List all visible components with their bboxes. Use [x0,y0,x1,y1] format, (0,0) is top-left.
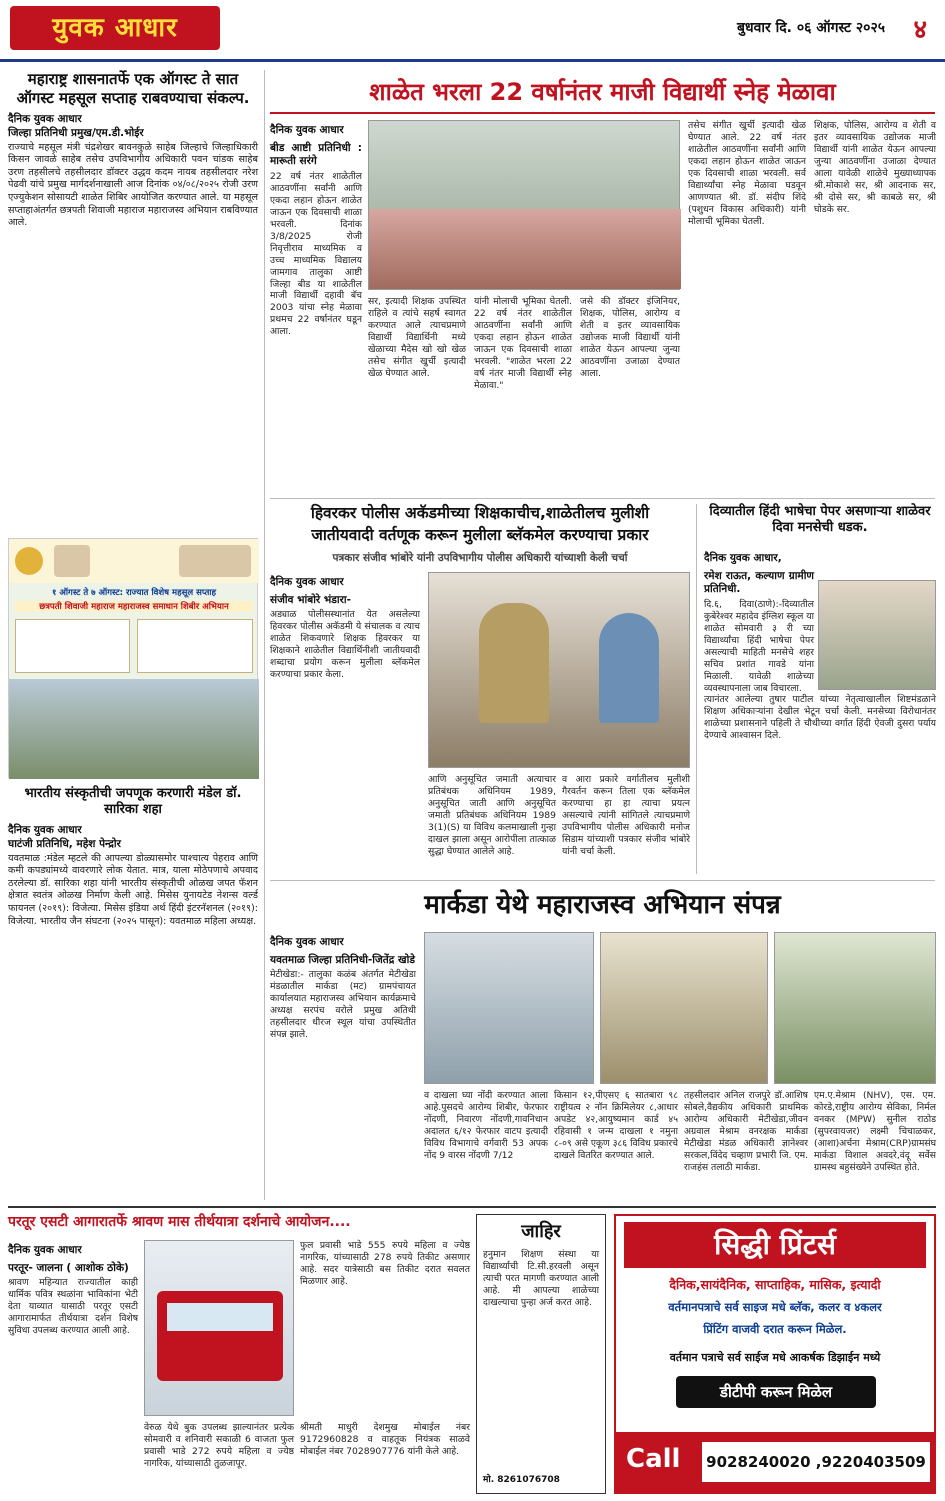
byline-paper: दैनिक युवक आधार [8,823,82,836]
portrait-photo [54,545,90,577]
siddhi-phones: 9028240020 ,9220403509 [702,1442,930,1482]
byline-paper: दैनिक युवक आधार [270,576,344,588]
left-story-byline [8,112,258,140]
reunion-col-6: शिक्षक, पोलिस, आरोग्य व शेती व इतर व्यावसायिक उद्योजक माजी विद्यार्थी यांनी शाळेत येऊन आपल्या जुन्या आठवणींना उजाळा देण्यात आला यावेळी शाळेचे मुख्याध्यापक श्री.मोकाशे सर, श्री आदनाक सर, श्री दोसे सर, श्री काबळे सर, श्री घोडके सर. [814,120,936,215]
banner-line1: १ ऑगस्ट ते ७ ऑगस्ट: राज्यात विशेष महसूल सप्ताह [51,588,217,598]
banner-line2: छत्रपती शिवाजी महाराज महाराजस्व समाधान शिबीर अभियान [15,601,253,612]
markanda-col-2: व दाखला घ्या नोंदी करण्यात आला आहे.पुसदचे आरोग्य शिबीर, फेरफार नोंदणी, निवारण नोंदणी,गावनिधान अदालत ६/१२ फेरफार वाटप इत्यादी विविध विभागाचे वर्गवारी 53 अपक नोंद 9 वारस नोंदणी 7/12 [424,1090,548,1161]
paratur-col-1 [8,1240,138,1494]
banner-list-right [137,619,253,673]
page-number: ४ [913,15,927,45]
markanda-col-3: किसान १२,पीएसए ६ सातबारा ९८ राष्ट्रीयत्व २ नॉन क्रिमिलेयर ८,आधार अपडेट ४२,आयुष्यमान कार्ड ४५ रहिवासी १ जन्म दाखला १ नमुना ८-०९ असे एकूण ३८६ विविध प्रकारचे दाखले वितरित करण्यात आले. [554,1090,678,1161]
jahir-body: हनुमान शिक्षण संस्था या विद्यार्थ्याची टि.सी.हरवली असून त्याची परत मागणी करण्यात आली आहे. मी आपल्या शाळेच्या दाखल्याचा पुन्हा अर्ज करत आहे. [483,1249,599,1308]
siddhi-line5: डीटीपी करून मिळेल [676,1376,876,1408]
police-headline-2: जातीयवादी वर्तणूक करून मुलीला ब्लॅकमेल करण्याचा प्रकार [311,526,649,544]
markanda-col-1 [270,932,416,1190]
byline-paper: दैनिक युवक आधार [8,112,82,125]
hindi-col-1 [704,548,814,694]
byline-paper: दैनिक युवक आधार [270,124,344,136]
banner-header [9,539,259,583]
section-rule [270,498,935,499]
markanda-col-4: तहसीलदार अनिल राजपुरे डॉ.आशिष सोबले,वैद्यकीय अधिकारी प्राथमिक आरोग्य अधिकारी मेटीखेडा,जीवन अग्रवाल मेश्राम वनरक्षक मार्कडा मेटीखेडा मंडळ अधिकारी ज्ञानेश्वर सरकल,विंदेद चव्हाण प्रभारी जि. एम. राजहंस तलाठी मार्कडा. [684,1090,808,1173]
jahir-box [476,1214,606,1494]
banner-list-left [15,619,130,673]
reunion-headline: शाळेत भरला 22 वर्षानंतर माजी विद्यार्थी स्नेह मेळावा [270,70,935,114]
markanda-headline: मार्कडा येथे महाराजस्व अभियान संपन्न [424,890,781,920]
portrait-photo [179,545,251,577]
left-column-lower [8,786,258,1243]
byline-reporter: संजीव भांबोरे भंडारा- [270,593,351,606]
siddhi-line1: दैनिक,सायंदैनिक, साप्ताहिक, मासिक, इत्यादी [669,1277,881,1292]
crowd-photo [9,679,259,779]
reunion-group-photo [368,120,680,290]
jahir-contact: मो. 8261076708 [483,1475,560,1485]
reunion-col-4: जसे की डॉक्टर इंजिनियर, शिक्षक, पोलिस, आरोग्य व शेती व इतर व्यावसायिक उद्योजक माजी विद्यार्थी यांनी शाळेत येऊन आपल्या जुन्या आठवणींना उजाळा देण्यात आला. [580,296,680,379]
byline-reporter: घाटंजी प्रतिनिधि, महेश पेन्द्रोर [8,837,121,850]
paratur-headline: परतूर एसटी आगारातर्फे श्रावण मास तीर्थयात्रा दर्शनाचे आयोजन.... [8,1214,351,1230]
reunion-col-3: यांनी मोलाची भूमिका घेतली. 22 वर्ष नंतर शाळेतील आठवणींना सर्वांनी आणि एकदा लहान होऊन शाळेत जाऊन एक दिवसाची शाळा भरवली. "शाळेत भरला 22 वर्ष नंतर माजी विद्यार्थी स्नेह मेळावा." [474,296,572,391]
byline-reporter: यवतमाळ जिल्हा प्रतिनिधी-जितेंद्र खोडे [270,953,415,966]
sarika-headline: भारतीय संस्कृतीची जपणूक करणारी मंडेल डॉ. सारिका शहा [24,786,242,818]
section-rule [270,880,935,881]
police-headline-1: हिवरकर पोलीस अकॅडमीच्या शिक्षकाचीच,शाळेतीलच मुलीशी [310,504,650,522]
st-bus-photo [144,1240,294,1416]
seal-icon [15,547,43,575]
police-subhead: पत्रकार संजीव भांबोरे यांनी उपविभागीय पोलीस अधिकारी यांच्याशी केली चर्चा [332,552,628,564]
sarika-body: यवतमाळ :मंडेल म्हटले की आपल्या डोळ्यासमोर पाश्चात्य पेहराव आणि कमी कपड्यांमध्ये वावरणारे लोक येतात. मात्र, याला मोठेपणाचे अपवाद ठरलेल्या डॉ. सारिका शहा यांनी भारतीय संस्कृतीची ओळख जपत फॅशन क्षेत्रात स्वतंत्र ओळख निर्माण केली आहे. मिसेस युनायटेड नेशन्स वर्ल्ड फायनल (२०१९): विजेत्या. मिसेस इंडिया अर्थ हिंदी इंटरनॅशनल (२०१९): विजेत्या. भारतीय जैन संघटना (२०२५ पासून): यवतमाळ महिला अध्यक्ष. [8,852,258,927]
siddhi-line3: प्रिंटिंग वाजवी दरात करून मिळेल. [703,1322,847,1336]
section-rule [8,1206,936,1208]
byline-reporter: परतूर- जालना ( आशोक ठोके) [8,1261,129,1274]
police-col-2: आणि अनुसूचित जमाती अत्याचार प्रतिबंधक अधिनियम 1989, अनुसूचित जाती आणि अनुसूचित जमाती प्रतिबंधक अधिनियम 1989 3(1)(S) या विविध कलमाखाली गुन्हा दाखल झाला असून आरोपीला तात्काळ सुद्धा घेण्यात आलेले आहे. [428,774,556,857]
byline-paper: दैनिक युवक आधार [270,936,344,948]
byline-paper: दैनिक युवक आधार, [704,552,782,564]
siddhi-title: सिद्धी प्रिंटर्स [624,1222,926,1268]
hindi-col-2: त्यानंतर आलेल्या तुषार पाटील यांच्या नेतृत्वाखालील शिष्टमंडळाने शिक्षण अधिकाऱ्यांना देखील भेटून चर्चा केली. मनसेच्या विरोधानंतर शाळेच्या प्रशासनाने पहिली ते चौथीच्या वर्गात हिंदी ऐवजी दुसरा पर्याय देण्याचे आश्वासन दिले. [704,694,936,741]
markanda-photo-1 [424,932,594,1084]
siddhi-call-bar [616,1432,934,1492]
byline-reporter: रमेश राऊत, कल्याण ग्रामीण प्रतिनिधी. [704,569,814,596]
markanda-text-1: मेटीखेडा:- तालुका कळंब अंतर्गत मेटीखेडा मंडळातील मार्कडा (मट) ग्रामपंचायत कार्यालयात महाराजस्व अभियान कार्यक्रमाचे अध्यक्ष सरपंच वरोले प्रमुख अतिथी तहसीलदार धीरज स्थूल यांचा उपस्थितीत संपन्न झाले. [270,969,416,1041]
issue-date: बुधवार दि. ०६ ऑगस्ट २०२५ [737,20,885,36]
mns-protest-photo [818,580,936,690]
police-col-1 [270,572,420,872]
revenue-week-banner [8,538,258,778]
siddhi-printers-ad [614,1214,936,1494]
left-story-body: राज्याचे महसूल मंत्री चंद्रशेखर बावनकुळे साहेब जिल्हाचे जिल्हाधिकारी किसन जावळे साहेब तसेच उपविभागीय अधिकारी पवन चांडक साहेब उरण तहसीलचे तहसीलदार डॉक्टर उद्धव कदम नायब तहसीलदार नरेश पेढवी यांचे प्रमुख मार्गदर्शनाखाली आज दिनांक ०४/०८/२०२५ रोजी उरण एज्युकेशन सोसायटी शाळेत शिबिर आयोजित करण्यात आले. या महसूल सप्ताहाअंतर्गत छत्रपती शिवाजी महाराज महाराजस्व अभियान राबविण्यात आले. [8,141,258,229]
sarika-byline [8,823,258,851]
police-text-1: अड्याळ पोलीसस्थानांत येत असलेल्या हिवरकर पोलीस अकॅडमी ये संचालक व त्याच शाळेत शिकवणारे शिक्षक हिवरकर या शिक्षकाने शाळेतील विद्यार्थिनीशी जातीयवादी शब्दाचा प्रयोग करून मुलीला ब्लॅकमेल करण्याचा प्रकार केला. [270,609,420,681]
police-meeting-photo [428,572,690,768]
masthead [0,0,945,62]
reunion-text-1: 22 वर्ष नंतर शाळेतील आठवणींना सर्वांनी आणि एकदा लहान होऊन शाळेत जाऊन एक दिवसाची शाळा भरवली. दिनांक 3/8/2025 रोजी निवृत्तीराव माध्यमिक व उच्च माध्यमिक विद्यालय जामगाव तालुका आष्टी जिल्हा बीड या शाळेतील माजी विद्यार्थी दहावी बॅच 2003 यांचा स्नेह मेळावा प्रथमच 22 वर्षानंतर घडून आला. [270,170,362,338]
siddhi-line4: वर्तमान पत्राचे सर्व साईज मधे आकर्षक डिझाईन मध्ये [669,1351,881,1364]
markanda-photo-2 [600,932,768,1084]
markanda-col-5: एम.ए.मेश्राम (NHV), एस. एम. कोरडे,राष्ट्रीय आरोग्य सेविका, निर्मल वनकर (MPW) सुनील राठोड (सुपरवायजर) लक्ष्मी चिचाळकर,(आशा)अर्चना मेश्राम(CRP)ग्रामसंघ मार्कडा विशाल अवदरे,वंदू सर्वेस ग्रामस्थ बहुसंख्येने उपस्थित होते. [814,1090,936,1173]
left-column [8,70,258,472]
paratur-contact: श्रीमती माधुरी देशमुख मोबाईल नंबर 9172960828 व वाहतूक नियंत्रक साळवे मोबाईल नंबर 7028907776 यांनी केले आहे. [300,1422,470,1457]
brand-logo: युवक आधार [10,6,220,50]
police-col-3: व आरा प्रकारे वर्गातीलच मुलीशी गैरवर्तन करून तिला एक ब्लॅकमेल करण्याचा हा हा त्याचा प्रयत्न असल्याचे त्यांनी सांगितले त्याचप्रमाणे उपविभागीय पोलीस अधिकारी मनोज सिडाम यांच्याशी पत्रकार संजीव भांबोरे यांनी चर्चा केली. [562,774,690,857]
group-people [369,209,681,289]
paratur-col-3: वेरुळ येथे बुक उपलब्ध झाल्यानंतर प्रत्येक सोमवारी व शनिवारी सकाळी 6 वाजता फुल प्रवासी भाडे 272 रुपये महिला व ज्येष्ठ नागरिक, यांच्यासाठी तुळजापूर. [144,1422,294,1469]
bus-window [167,1303,273,1331]
reunion-col-2: सर, इत्यादी शिक्षक उपस्थित राहिले व त्यांचे सहर्ष स्वागत करण्यात आले त्याचप्रमाणे विद्यार्थी विद्यार्थिनी मध्ये खेळाच्या मैदेस खो खो खेळ तसेच संगीत खुर्ची इत्यादी खेळ घेण्यात आले. [368,296,466,379]
byline-paper: दैनिक युवक आधार [8,1244,82,1256]
left-story-headline: महाराष्ट्र शासनातर्फे एक ऑगस्ट ते सात ऑगस्ट महसूल सप्ताह राबवण्याचा संकल्प. [16,70,250,107]
paratur-text-1: श्रावण महिन्यात राज्यातील काही धार्मिक पवित्र स्थळांना भाविकांना भेटी देता याव्यात यासाठी परतूर एसटी आगारामार्फत तीर्थयात्रा दर्शन विशेष सुविधा उपलब्ध करण्यात आली आहे. [8,1277,138,1337]
paratur-col-2: फुल प्रवासी भाडे 555 रुपये महिला व ज्येष्ठ नागरिक, यांच्यासाठी 278 रुपये तिकीट असणार आहे. सदर यात्रेसाठी बस तिकीट दरात सवलत मिळणार आहे. [300,1240,470,1287]
column-rule [696,504,697,874]
byline-reporter: बीड आष्टी प्रतिनिधी : मारूती सरंगे [270,141,362,168]
column-rule [264,70,265,1200]
byline-reporter: जिल्हा प्रतिनिधी प्रमुख/एम.डी.भोईर [8,126,144,139]
call-label: Call [626,1444,681,1474]
jahir-title: जाहिर [521,1221,561,1242]
officer-figure [479,603,549,723]
siddhi-line2: वर्तमानपत्राचे सर्व साइज मधे ब्लॅक, कलर व ४कलर [668,1300,882,1314]
reunion-col-5: तसेच संगीत खुर्ची इत्यादी खेळ घेण्यात आले. 22 वर्ष नंतर शाळेतील आठवणींना सर्वांनी आणि एकदा लहान होऊन शाळेत जाऊन एक दिवसाची शाळा भरवली. सर्व विद्यार्थ्यांचा स्नेह मेळावा घडवून आणण्यात श्री. डॉ. संदीप शिंदे (पशुधन विकास अधिकारी) यांनी मोलाची भूमिका घेतली. [688,120,806,227]
hindi-text-1: दि.६, दिवा(ठाणे):-दिव्यातील कुबेरेश्वर महादेव इंग्लिश स्कूल या शाळेत सोमवारी ३ री च्या विद्यार्थ्यांचा हिंदी भाषेचा पेपर असल्याची माहिती मनसेचे शहर सचिव प्रशांत गावडे यांना मिळाली. यावेळी शाळेच्या व्यवस्थापनाला जाब विचारला. [704,598,814,694]
reunion-col-1 [270,120,362,492]
markanda-photo-3 [774,932,936,1084]
journalist-figure [599,613,659,723]
hindi-headline: दिव्यातील हिंदी भाषेचा पेपर असणाऱ्या शाळेवर दिवा मनसेची धडक. [709,504,931,536]
